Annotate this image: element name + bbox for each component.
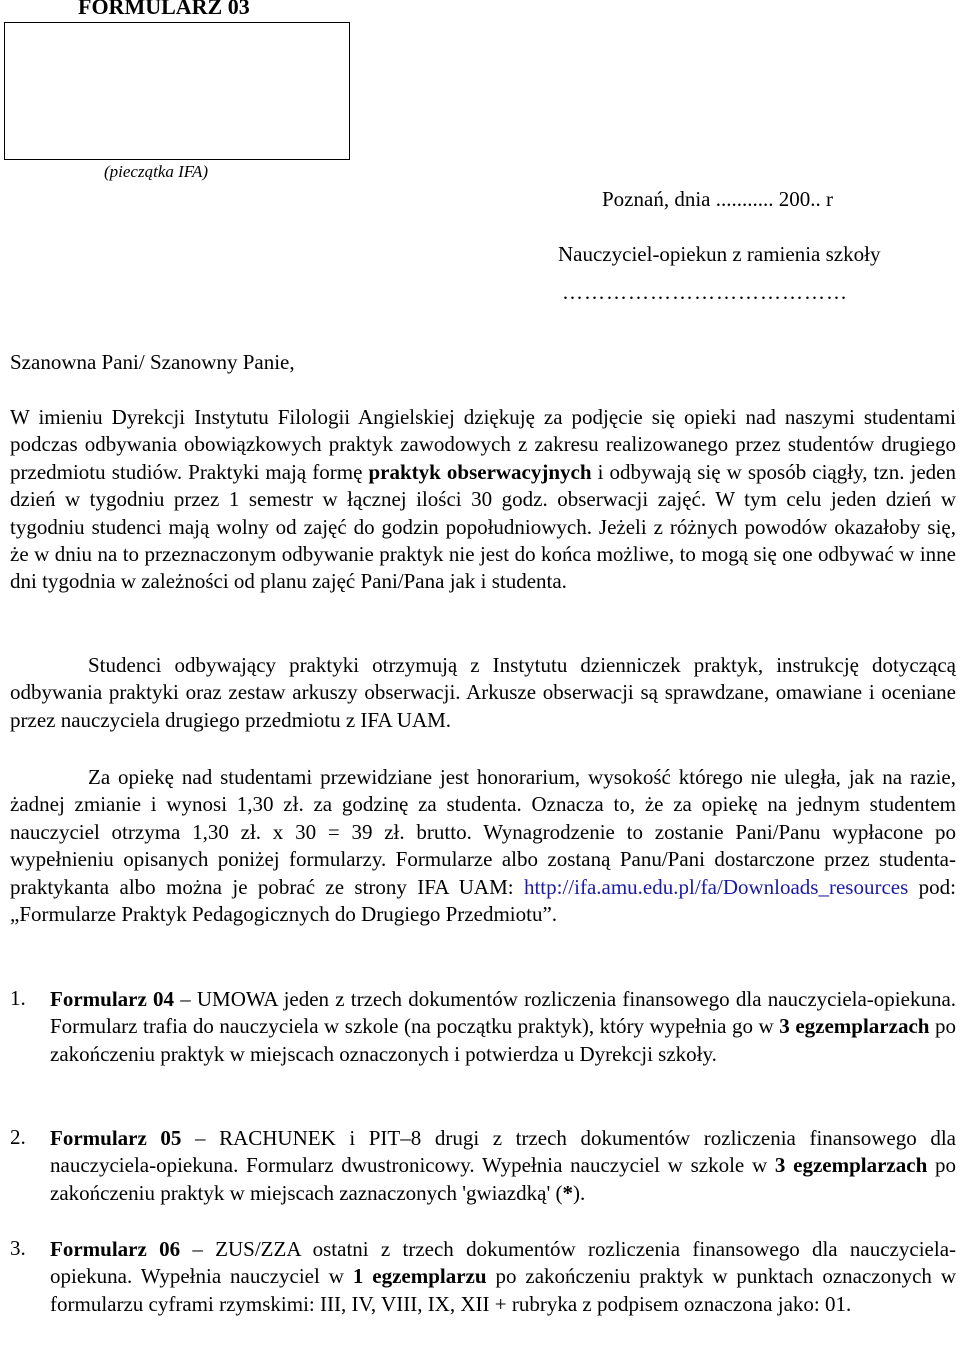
- list-item-number: 1.: [10, 986, 26, 1010]
- form-name: Formularz 04: [50, 987, 174, 1011]
- list-item-text-part: po zakończeniu praktyk w punktach oznaczonych w formularzu cyframi rzymskimi: III, IV, VIII, IX, XII + rubryka z podpisem oznaczona jako: 01.: [50, 1264, 957, 1316]
- list-item-text-part: – UMOWA jeden z trzech dokumentów rozliczenia finansowego dla nauczyciela-opiekuna. Formularz trafia do nauczyciela w szkole (na początku praktyk), który wypełnia go w: [50, 987, 957, 1039]
- list-item-text: [50, 1236, 956, 1318]
- paragraph-honorarium-text-a: Za opiekę nad studentami przewidziane jest honorarium, wysokość którego nie uległa, jak na razie, żadnej zmianie i wynosi 1,30 zł. za godzinę za studenta. Oznacza to, że za opiekę na jednym studentem nauczyciel otrzyma 1,30 zł. x 30 = 39 zł. brutto. Wynagrodzenie to zostanie Pani/Panu wypłacone po wypełnieniu opisanych poniżej formularzy. Formularze albo zostaną Panu/Pani dostarczone przez studenta-praktykanta albo można je pobrać ze strony IFA UAM:: [10, 765, 956, 899]
- copies-count: 3 egzemplarzach: [779, 1014, 930, 1039]
- paragraph-students: Studenci odbywający praktyki otrzymują z Instytutu dzienniczek praktyk, instrukcję dotyczącą odbywania praktyki oraz zestaw arkuszy obserwacji. Arkusze obserwacji są sprawdzane, omawiane i oceniane przez nauczyciela drugiego przedmiotu z IFA UAM.: [10, 653, 956, 732]
- teacher-signature-line: …………………………………: [562, 280, 848, 304]
- downloads-link[interactable]: http://ifa.amu.edu.pl/fa/Downloads_resources: [523, 874, 909, 899]
- stamp-caption: (pieczątka IFA): [104, 162, 209, 181]
- stamp-box: [4, 22, 350, 160]
- list-item-text-part: ).: [572, 1180, 586, 1205]
- place-date: Poznań, dnia ........... 200.. r: [602, 187, 833, 211]
- paragraph-intro: [10, 404, 956, 596]
- list-item-text: [50, 986, 956, 1068]
- form-name: Formularz 06: [50, 1237, 181, 1261]
- list-item-text-part: – RACHUNEK i PIT–8 drugi z trzech dokumentów rozliczenia finansowego dla nauczyciela-opiekuna. Formularz dwustronicowy. Wypełnia nauczyciel w szkole w: [50, 1126, 956, 1178]
- copies-count: 3 egzemplarzach: [774, 1153, 928, 1178]
- paragraph-honorarium-text-b: pod: „Formularze Praktyk Pedagogicznych do Drugiego Przedmiotu”.: [10, 874, 956, 927]
- paragraph-intro-text-b: i odbywają się w sposób ciągły, tzn. jeden dzień w tygodniu przez 1 semestr w łącznej ilości 30 godz. obserwacji zajęć. W tym celu jeden dzień w tygodniu studenci mają wolny od zajęć do godzin popołudniowych. Jeżeli z różnych powodów okazałoby się, że w dniu na to przeznaczonym odbywanie praktyk nie jest do końca możliwe, to mogą się one odbywać w inne dni tygodnia w zależności od planu zajęć Pani/Pana jak i studenta.: [10, 459, 956, 594]
- paragraph-honorarium: [10, 764, 956, 928]
- list-item-text: [50, 1125, 956, 1207]
- paragraph-intro-bold: praktyk obserwacyjnych: [368, 459, 592, 484]
- list-item-number: 2.: [10, 1125, 26, 1149]
- list-item-text-part: – ZUS/ZZA ostatni z trzech dokumentów rozliczenia finansowego dla nauczyciela-opiekuna. Wypełnia nauczyciel w: [50, 1237, 957, 1289]
- copies-count: 1 egzemplarzu: [352, 1264, 487, 1289]
- paragraph-intro-text-a: W imieniu Dyrekcji Instytutu Filologii Angielskiej dziękuję za podjęcie się opieki nad naszymi studentami podczas odbywania obowiązkowych praktyk zawodowych z zakresu realizowanego przez studentów drugiego przedmiotu studiów. Praktyki mają formę: [10, 405, 956, 484]
- list-item-number: 3.: [10, 1236, 26, 1260]
- asterisk-mark: *: [562, 1180, 573, 1205]
- teacher-label: Nauczyciel-opiekun z ramienia szkoły: [558, 242, 881, 266]
- form-title: FORMULARZ 03: [78, 0, 250, 19]
- salutation: Szanowna Pani/ Szanowny Panie,: [10, 350, 295, 374]
- list-item-text-part: po zakończeniu praktyk w miejscach oznaczonych i potwierdza u Dyrekcji szkoły.: [50, 1014, 957, 1066]
- form-name: Formularz 05: [50, 1126, 182, 1150]
- list-item-text-part: po zakończeniu praktyk w miejscach zaznaczonych 'gwiazdką' (: [50, 1153, 956, 1205]
